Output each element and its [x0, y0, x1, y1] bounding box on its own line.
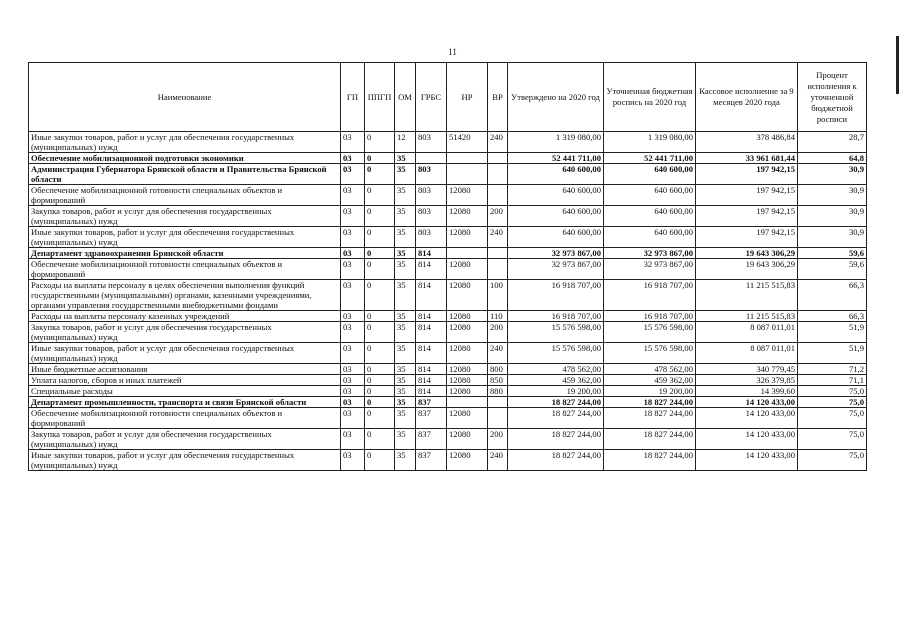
cell-percent: 28,7 — [798, 132, 867, 153]
cell-np: 12080 — [447, 450, 488, 471]
cell-refined: 18 827 244,00 — [604, 408, 696, 429]
cell-grbs: 814 — [416, 259, 447, 280]
cell-ppgp: 0 — [365, 259, 395, 280]
cell-approved: 16 918 707,00 — [508, 311, 604, 322]
cell-refined: 640 600,00 — [604, 206, 696, 227]
cell-vr: 240 — [488, 450, 508, 471]
cell-gp: 03 — [341, 227, 365, 248]
table-row — [29, 153, 867, 164]
cell-grbs: 814 — [416, 248, 447, 259]
budget-table — [28, 62, 867, 471]
cell-grbs: 814 — [416, 364, 447, 375]
table-row — [29, 164, 867, 185]
cell-vr: 110 — [488, 311, 508, 322]
cell-approved: 19 200,00 — [508, 386, 604, 397]
cell-name: Администрация Губернатора Брянской области и Правительства Брянской области — [29, 164, 341, 185]
cell-percent: 75,0 — [798, 408, 867, 429]
cell-percent: 71,2 — [798, 364, 867, 375]
cell-name: Обеспечение мобилизационной готовности специальных объектов и формирований — [29, 259, 341, 280]
cell-grbs: 814 — [416, 311, 447, 322]
cell-np: 12080 — [447, 408, 488, 429]
cell-name: Иные закупки товаров, работ и услуг для обеспечения государственных (муниципальных) нужд — [29, 132, 341, 153]
table-row — [29, 206, 867, 227]
cell-vr: 200 — [488, 322, 508, 343]
cell-ppgp: 0 — [365, 206, 395, 227]
cell-om: 35 — [395, 408, 416, 429]
table-row — [29, 343, 867, 364]
cell-ppgp: 0 — [365, 343, 395, 364]
header-vr: ВР — [488, 63, 508, 132]
cell-name: Иные закупки товаров, работ и услуг для обеспечения государственных (муниципальных) нужд — [29, 227, 341, 248]
table-row — [29, 397, 867, 408]
cell-name: Закупка товаров, работ и услуг для обеспечения государственных (муниципальных) нужд — [29, 322, 341, 343]
cell-name: Расходы на выплаты персоналу в целях обеспечения выполнения функций государственными (муниципальными) органами, казенными учреждениями, органами управления государственными внебюджетными фондами — [29, 280, 341, 311]
cell-ppgp: 0 — [365, 450, 395, 471]
cell-om: 35 — [395, 248, 416, 259]
cell-vr: 880 — [488, 386, 508, 397]
cell-gp: 03 — [341, 364, 365, 375]
cell-refined: 1 319 080,00 — [604, 132, 696, 153]
cell-np — [447, 397, 488, 408]
cell-cash: 14 120 433,00 — [696, 397, 798, 408]
cell-cash: 14 120 433,00 — [696, 429, 798, 450]
header-gp: ГП — [341, 63, 365, 132]
cell-vr: 800 — [488, 364, 508, 375]
cell-vr: 850 — [488, 375, 508, 386]
cell-vr: 240 — [488, 132, 508, 153]
cell-approved: 52 441 711,00 — [508, 153, 604, 164]
cell-ppgp: 0 — [365, 153, 395, 164]
cell-approved: 16 918 707,00 — [508, 280, 604, 311]
header-approved: Утверждено на 2020 год — [508, 63, 604, 132]
cell-percent: 51,9 — [798, 343, 867, 364]
cell-grbs: 837 — [416, 450, 447, 471]
cell-vr — [488, 259, 508, 280]
cell-cash: 14 120 433,00 — [696, 408, 798, 429]
table-body — [29, 132, 867, 471]
cell-np: 12080 — [447, 227, 488, 248]
cell-gp: 03 — [341, 429, 365, 450]
cell-vr — [488, 153, 508, 164]
table-row — [29, 450, 867, 471]
cell-name: Расходы на выплаты персоналу казенных учреждений — [29, 311, 341, 322]
cell-np: 12080 — [447, 343, 488, 364]
cell-np: 12080 — [447, 259, 488, 280]
cell-grbs — [416, 153, 447, 164]
cell-refined: 15 576 598,00 — [604, 322, 696, 343]
cell-refined: 16 918 707,00 — [604, 311, 696, 322]
cell-om: 35 — [395, 429, 416, 450]
cell-name: Обеспечение мобилизационной готовности специальных объектов и формирований — [29, 185, 341, 206]
cell-grbs: 837 — [416, 429, 447, 450]
cell-refined: 640 600,00 — [604, 185, 696, 206]
cell-np: 51420 — [447, 132, 488, 153]
cell-gp: 03 — [341, 343, 365, 364]
cell-vr — [488, 248, 508, 259]
cell-cash: 19 643 306,29 — [696, 259, 798, 280]
cell-refined: 32 973 867,00 — [604, 259, 696, 280]
cell-np — [447, 153, 488, 164]
cell-np: 12080 — [447, 429, 488, 450]
cell-name: Закупка товаров, работ и услуг для обеспечения государственных (муниципальных) нужд — [29, 429, 341, 450]
cell-om: 35 — [395, 185, 416, 206]
cell-refined: 459 362,00 — [604, 375, 696, 386]
cell-refined: 18 827 244,00 — [604, 397, 696, 408]
cell-grbs: 814 — [416, 280, 447, 311]
cell-refined: 478 562,00 — [604, 364, 696, 375]
table-row — [29, 280, 867, 311]
cell-percent: 30,9 — [798, 185, 867, 206]
cell-grbs: 814 — [416, 322, 447, 343]
cell-name: Иные закупки товаров, работ и услуг для обеспечения государственных (муниципальных) нужд — [29, 343, 341, 364]
cell-ppgp: 0 — [365, 248, 395, 259]
cell-approved: 459 362,00 — [508, 375, 604, 386]
cell-name: Департамент здравоохранения Брянской области — [29, 248, 341, 259]
cell-om: 35 — [395, 259, 416, 280]
cell-approved: 18 827 244,00 — [508, 397, 604, 408]
cell-name: Иные закупки товаров, работ и услуг для обеспечения государственных (муниципальных) нужд — [29, 450, 341, 471]
cell-om: 35 — [395, 206, 416, 227]
cell-ppgp: 0 — [365, 164, 395, 185]
cell-np: 12080 — [447, 364, 488, 375]
cell-om: 35 — [395, 164, 416, 185]
cell-om: 35 — [395, 311, 416, 322]
cell-percent: 66,3 — [798, 311, 867, 322]
cell-grbs: 814 — [416, 386, 447, 397]
cell-name: Обеспечение мобилизационной подготовки экономики — [29, 153, 341, 164]
cell-ppgp: 0 — [365, 397, 395, 408]
header-percent: Процент исполнения к уточненной бюджетной росписи — [798, 63, 867, 132]
table-row — [29, 364, 867, 375]
cell-name: Закупка товаров, работ и услуг для обеспечения государственных (муниципальных) нужд — [29, 206, 341, 227]
cell-vr: 200 — [488, 429, 508, 450]
cell-cash: 14 120 433,00 — [696, 450, 798, 471]
cell-percent: 51,9 — [798, 322, 867, 343]
cell-approved: 1 319 080,00 — [508, 132, 604, 153]
cell-om: 12 — [395, 132, 416, 153]
cell-np: 12080 — [447, 311, 488, 322]
cell-gp: 03 — [341, 375, 365, 386]
cell-percent: 59,6 — [798, 259, 867, 280]
cell-gp: 03 — [341, 259, 365, 280]
header-refined: Уточненная бюджетная роспись на 2020 год — [604, 63, 696, 132]
cell-gp: 03 — [341, 408, 365, 429]
cell-cash: 11 215 515,83 — [696, 311, 798, 322]
cell-approved: 18 827 244,00 — [508, 429, 604, 450]
cell-gp: 03 — [341, 153, 365, 164]
cell-refined: 15 576 598,00 — [604, 343, 696, 364]
cell-approved: 640 600,00 — [508, 227, 604, 248]
cell-gp: 03 — [341, 450, 365, 471]
cell-percent: 30,9 — [798, 227, 867, 248]
cell-ppgp: 0 — [365, 311, 395, 322]
cell-cash: 197 942,15 — [696, 227, 798, 248]
cell-om: 35 — [395, 343, 416, 364]
cell-gp: 03 — [341, 248, 365, 259]
header-grbs: ГРБС — [416, 63, 447, 132]
cell-refined: 32 973 867,00 — [604, 248, 696, 259]
cell-name: Уплата налогов, сборов и иных платежей — [29, 375, 341, 386]
cell-grbs: 803 — [416, 132, 447, 153]
cell-percent: 30,9 — [798, 206, 867, 227]
cell-refined: 19 200,00 — [604, 386, 696, 397]
cell-ppgp: 0 — [365, 429, 395, 450]
cell-vr — [488, 164, 508, 185]
cell-vr: 240 — [488, 343, 508, 364]
cell-approved: 15 576 598,00 — [508, 343, 604, 364]
cell-ppgp: 0 — [365, 375, 395, 386]
cell-percent: 30,9 — [798, 164, 867, 185]
cell-percent: 59,6 — [798, 248, 867, 259]
table-row — [29, 311, 867, 322]
cell-grbs: 837 — [416, 397, 447, 408]
cell-percent: 75,0 — [798, 429, 867, 450]
cell-cash: 8 087 011,01 — [696, 343, 798, 364]
cell-vr: 240 — [488, 227, 508, 248]
cell-gp: 03 — [341, 132, 365, 153]
table-row — [29, 227, 867, 248]
cell-percent: 64,8 — [798, 153, 867, 164]
cell-cash: 8 087 011,01 — [696, 322, 798, 343]
cell-approved: 640 600,00 — [508, 206, 604, 227]
header-cash: Кассовое исполнение за 9 месяцев 2020 года — [696, 63, 798, 132]
cell-ppgp: 0 — [365, 280, 395, 311]
cell-grbs: 803 — [416, 185, 447, 206]
scan-edge-mark — [896, 36, 899, 94]
cell-om: 35 — [395, 364, 416, 375]
header-om: ОМ — [395, 63, 416, 132]
cell-cash: 378 486,84 — [696, 132, 798, 153]
cell-ppgp: 0 — [365, 364, 395, 375]
cell-ppgp: 0 — [365, 185, 395, 206]
cell-refined: 52 441 711,00 — [604, 153, 696, 164]
cell-grbs: 803 — [416, 206, 447, 227]
cell-name: Иные бюджетные ассигнования — [29, 364, 341, 375]
cell-ppgp: 0 — [365, 322, 395, 343]
cell-percent: 75,0 — [798, 397, 867, 408]
cell-percent: 66,3 — [798, 280, 867, 311]
cell-ppgp: 0 — [365, 386, 395, 397]
cell-percent: 75,0 — [798, 386, 867, 397]
cell-np: 12080 — [447, 322, 488, 343]
cell-refined: 18 827 244,00 — [604, 429, 696, 450]
cell-gp: 03 — [341, 185, 365, 206]
table-row — [29, 132, 867, 153]
cell-cash: 11 215 515,83 — [696, 280, 798, 311]
cell-om: 35 — [395, 227, 416, 248]
cell-np — [447, 164, 488, 185]
cell-name: Обеспечение мобилизационной готовности специальных объектов и формирований — [29, 408, 341, 429]
cell-refined: 640 600,00 — [604, 164, 696, 185]
cell-cash: 33 961 681,44 — [696, 153, 798, 164]
cell-percent: 75,0 — [798, 450, 867, 471]
table-row — [29, 429, 867, 450]
header-ppgp: ППГП — [365, 63, 395, 132]
cell-vr — [488, 408, 508, 429]
table-header-row — [29, 63, 867, 132]
cell-approved: 32 973 867,00 — [508, 248, 604, 259]
table-row — [29, 259, 867, 280]
cell-gp: 03 — [341, 280, 365, 311]
cell-refined: 18 827 244,00 — [604, 450, 696, 471]
cell-gp: 03 — [341, 397, 365, 408]
cell-refined: 16 918 707,00 — [604, 280, 696, 311]
cell-approved: 640 600,00 — [508, 164, 604, 185]
cell-vr — [488, 185, 508, 206]
cell-vr: 200 — [488, 206, 508, 227]
cell-cash: 14 399,60 — [696, 386, 798, 397]
cell-grbs: 814 — [416, 343, 447, 364]
cell-np: 12080 — [447, 375, 488, 386]
cell-grbs: 814 — [416, 375, 447, 386]
page-number: 11 — [448, 47, 457, 57]
table-row — [29, 322, 867, 343]
cell-gp: 03 — [341, 311, 365, 322]
cell-cash: 197 942,15 — [696, 206, 798, 227]
cell-gp: 03 — [341, 164, 365, 185]
cell-om: 35 — [395, 280, 416, 311]
cell-vr — [488, 397, 508, 408]
cell-cash: 340 779,45 — [696, 364, 798, 375]
cell-vr: 100 — [488, 280, 508, 311]
cell-np: 12080 — [447, 386, 488, 397]
cell-approved: 18 827 244,00 — [508, 408, 604, 429]
cell-percent: 71,1 — [798, 375, 867, 386]
cell-np: 12080 — [447, 185, 488, 206]
cell-om: 35 — [395, 153, 416, 164]
cell-om: 35 — [395, 386, 416, 397]
table-row — [29, 248, 867, 259]
table-row — [29, 386, 867, 397]
cell-refined: 640 600,00 — [604, 227, 696, 248]
cell-np: 12080 — [447, 280, 488, 311]
cell-approved: 32 973 867,00 — [508, 259, 604, 280]
table-row — [29, 375, 867, 386]
cell-np — [447, 248, 488, 259]
table-row — [29, 185, 867, 206]
cell-approved: 15 576 598,00 — [508, 322, 604, 343]
cell-approved: 18 827 244,00 — [508, 450, 604, 471]
cell-om: 35 — [395, 375, 416, 386]
cell-ppgp: 0 — [365, 132, 395, 153]
cell-approved: 478 562,00 — [508, 364, 604, 375]
cell-approved: 640 600,00 — [508, 185, 604, 206]
header-name: Наименование — [29, 63, 341, 132]
cell-name: Департамент промышленности, транспорта и связи Брянской области — [29, 397, 341, 408]
cell-name: Специальные расходы — [29, 386, 341, 397]
cell-gp: 03 — [341, 386, 365, 397]
cell-om: 35 — [395, 450, 416, 471]
cell-grbs: 837 — [416, 408, 447, 429]
cell-ppgp: 0 — [365, 408, 395, 429]
header-np: НР — [447, 63, 488, 132]
table-row — [29, 408, 867, 429]
cell-cash: 197 942,15 — [696, 164, 798, 185]
cell-cash: 197 942,15 — [696, 185, 798, 206]
cell-gp: 03 — [341, 322, 365, 343]
cell-np: 12080 — [447, 206, 488, 227]
cell-grbs: 803 — [416, 164, 447, 185]
cell-cash: 19 643 306,29 — [696, 248, 798, 259]
cell-om: 35 — [395, 397, 416, 408]
cell-om: 35 — [395, 322, 416, 343]
cell-ppgp: 0 — [365, 227, 395, 248]
cell-gp: 03 — [341, 206, 365, 227]
cell-grbs: 803 — [416, 227, 447, 248]
cell-cash: 326 379,85 — [696, 375, 798, 386]
